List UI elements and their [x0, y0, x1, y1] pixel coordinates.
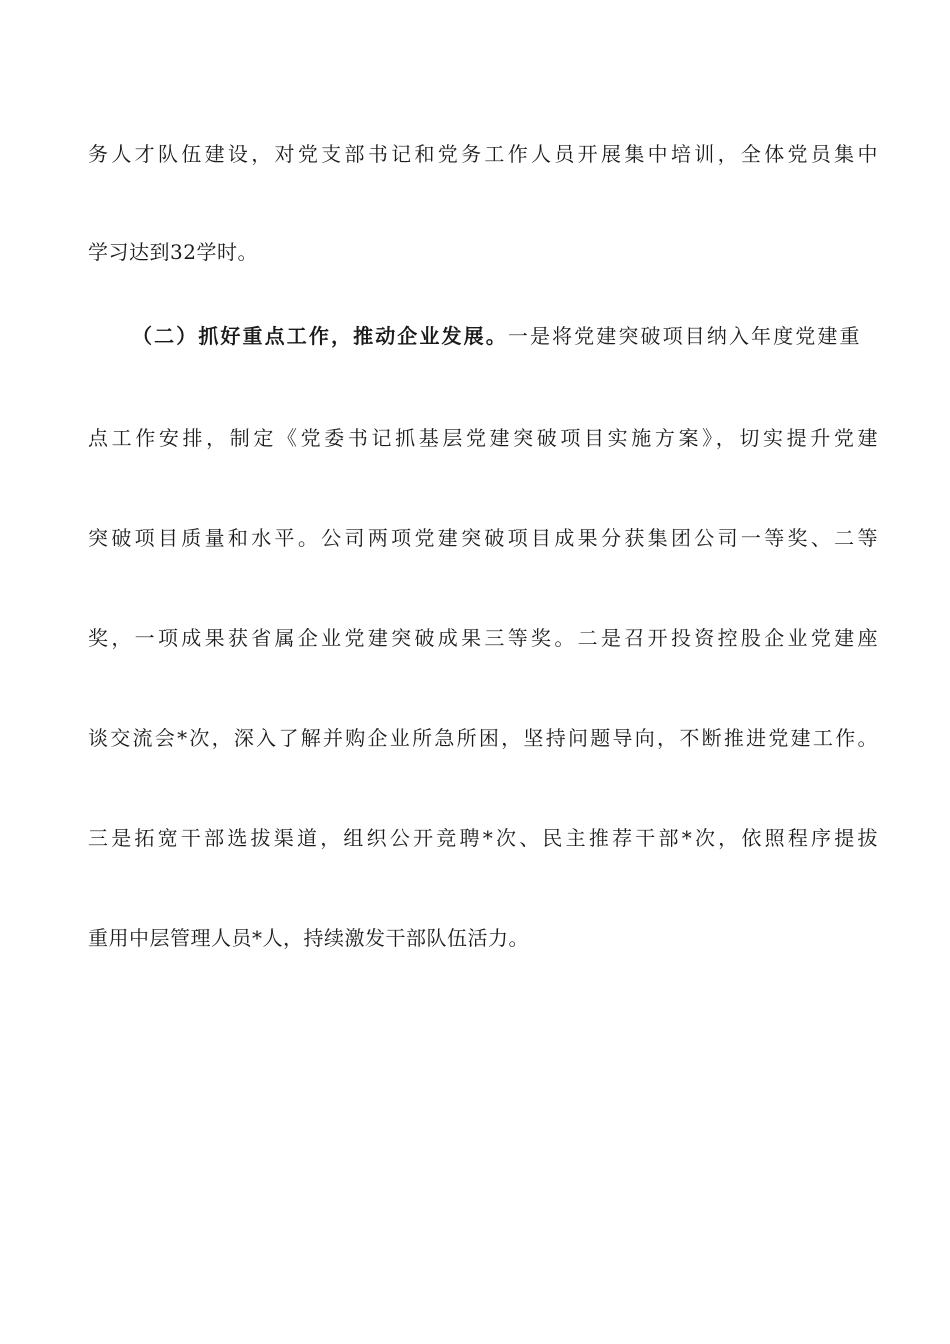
paragraph-line-1: 务人才队伍建设，对党支部书记和党务工作人员开展集中培训，全体党员集中 [88, 142, 878, 166]
paragraph-line-8: 三是拓宽干部选拔渠道，组织公开竞聘*次、民主推荐干部*次，依照程序提拔 [88, 826, 878, 850]
paragraph-line-5: 突破项目质量和水平。公司两项党建突破项目成果分获集团公司一等奖、二等 [88, 526, 878, 550]
paragraph-line-9: 重用中层管理人员*人，持续激发干部队伍活力。 [88, 926, 529, 950]
paragraph-line-4: 点工作安排，制定《党委书记抓基层党建突破项目实施方案》，切实提升党建 [88, 426, 878, 450]
paragraph-line-7: 谈交流会*次，深入了解并购企业所急所困，坚持问题导向，不断推进党建工作。 [88, 726, 878, 750]
paragraph-line-3: 一是将党建突破项目纳入年度党建重 [507, 324, 860, 348]
paragraph-line-6: 奖，一项成果获省属企业党建突破成果三等奖。二是召开投资控股企业党建座 [88, 626, 878, 650]
section-heading-line [132, 322, 860, 350]
section-heading: （二）抓好重点工作，推动企业发展。 [132, 324, 508, 348]
paragraph-line-2: 学习达到32学时。 [88, 240, 258, 264]
